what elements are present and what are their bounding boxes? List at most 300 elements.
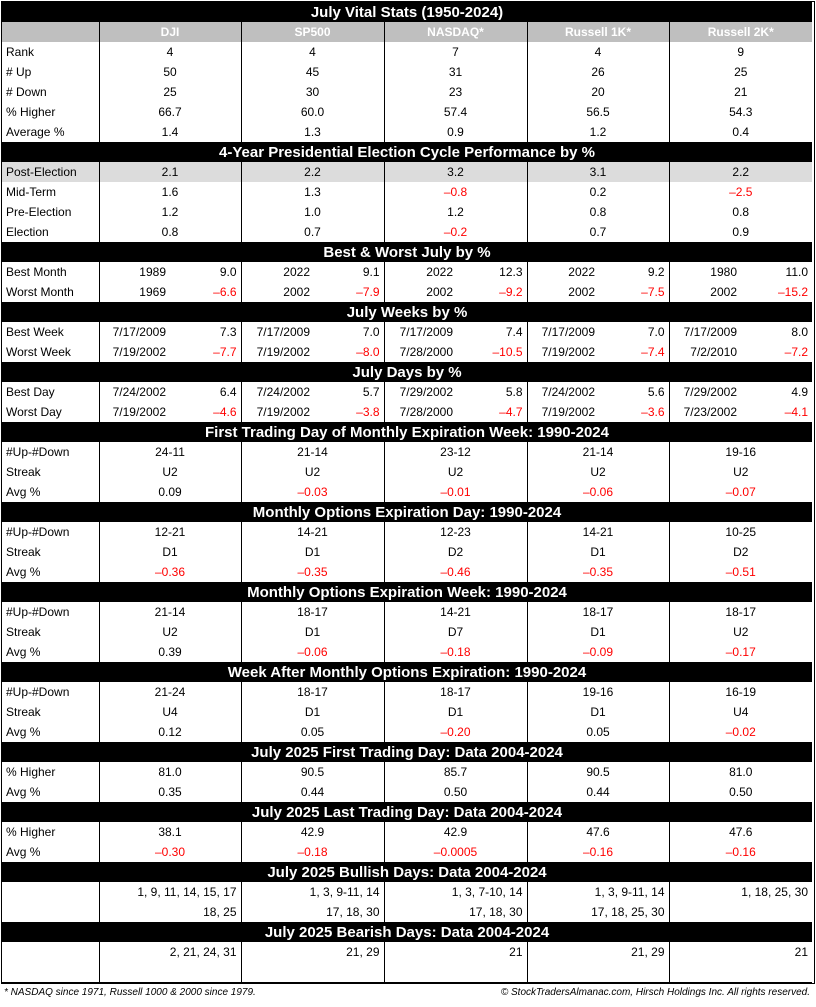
value-cell: –0.06 (241, 642, 384, 662)
table-row (2, 322, 812, 342)
date-cell: 7/29/2002 (683, 385, 737, 399)
value-cell: 21-14 (527, 442, 669, 462)
value-cell: 66.7 (99, 102, 241, 122)
value-cell: 0.8 (527, 202, 669, 222)
pct-cell: 11.0 (785, 265, 808, 279)
days-list-cell: 1, 3, 7-10, 14 (384, 882, 527, 902)
table-row (2, 782, 812, 802)
row-label: Avg % (2, 782, 99, 802)
table-row (2, 702, 812, 722)
row-label: Best Month (2, 262, 99, 282)
date-cell: 1980 (710, 265, 737, 279)
value-cell: 60.0 (241, 102, 384, 122)
table-row (2, 822, 812, 842)
value-cell: –0.03 (241, 482, 384, 502)
value-cell: –0.16 (669, 842, 812, 862)
table-row (2, 162, 812, 182)
column-header: Russell 1K* (527, 22, 669, 42)
table-row (2, 282, 812, 302)
date-cell: 2022 (426, 265, 453, 279)
value-cell: –0.09 (527, 642, 669, 662)
date-cell: 2002 (384, 282, 456, 302)
value-cell: 21-24 (99, 682, 241, 702)
value-cell: 4 (527, 42, 669, 62)
value-cell: 21-14 (99, 602, 241, 622)
row-label: Mid-Term (2, 182, 99, 202)
row-label: # Up (2, 62, 99, 82)
days-list-cell (669, 962, 812, 982)
days-list-cell (384, 962, 527, 982)
row-label: Avg % (2, 722, 99, 742)
days-list-cell: 17, 18, 25, 30 (527, 902, 669, 922)
row-label: #Up-#Down (2, 442, 99, 462)
table-row (2, 482, 812, 502)
row-label: Worst Week (2, 342, 99, 362)
value-cell: –0.2 (384, 222, 527, 242)
last-trading-day-header (2, 802, 812, 822)
value-cell: 81.0 (729, 765, 753, 779)
pct-cell: –3.6 (598, 402, 669, 422)
pct-cell: –8.0 (313, 342, 384, 362)
days-list-cell: 1, 9, 11, 14, 15, 17 (99, 882, 241, 902)
value-cell: 18-17 (725, 605, 757, 619)
value-cell: 1.0 (241, 202, 384, 222)
value-cell: 0.8 (99, 222, 241, 242)
date-cell: 7/2/2010 (669, 342, 740, 362)
pct-cell: 9.2 (598, 262, 669, 282)
pct-cell: –15.2 (740, 282, 812, 302)
footer (0, 987, 816, 1003)
value-cell: 45 (241, 62, 384, 82)
row-label (2, 942, 99, 962)
date-cell: 1969 (99, 282, 169, 302)
value-cell: 47.6 (729, 825, 753, 839)
section-title: July 2025 Last Trading Day: Data 2004-2024 (2, 802, 812, 822)
section-title: Week After Monthly Options Expiration: 1990-2024 (2, 662, 812, 682)
value-cell: –0.0005 (384, 842, 527, 862)
value-cell: 0.09 (99, 482, 241, 502)
value-cell: 0.35 (99, 782, 241, 802)
row-label: Avg % (2, 642, 99, 662)
section-title: July 2025 First Trading Day: Data 2004-2024 (2, 742, 812, 762)
row-label: Streak (2, 622, 99, 642)
section-title: Best & Worst July by % (2, 242, 812, 262)
pct-cell: –7.2 (740, 342, 812, 362)
value-cell: D1 (527, 702, 669, 722)
table-row (2, 402, 812, 422)
value-cell: 0.05 (527, 722, 669, 742)
value-cell: U2 (99, 622, 241, 642)
value-cell: –0.17 (669, 642, 812, 662)
table-row (2, 202, 812, 222)
july-vital-stats-table (2, 2, 812, 983)
table-row (2, 182, 812, 202)
days-list-cell: 17, 18, 30 (241, 902, 384, 922)
row-label: % Higher (2, 762, 99, 782)
table-row (2, 442, 812, 462)
days-list-cell: 1, 3, 9-11, 14 (527, 882, 669, 902)
value-cell: 23-12 (384, 442, 527, 462)
pct-cell: –4.6 (169, 402, 241, 422)
row-label (2, 882, 99, 902)
table-row (2, 622, 812, 642)
bearish-days-header (2, 922, 812, 942)
value-cell: U4 (733, 705, 749, 719)
row-label: Streak (2, 702, 99, 722)
value-cell: U2 (99, 462, 241, 482)
value-cell: 47.6 (527, 822, 669, 842)
days-list-cell: 18, 25 (99, 902, 241, 922)
value-cell: 0.44 (527, 782, 669, 802)
date-cell: 7/17/2009 (399, 325, 453, 339)
value-cell: 12-21 (99, 522, 241, 542)
row-label: Rank (2, 42, 99, 62)
pct-cell: –4.7 (456, 402, 527, 422)
value-cell: 26 (527, 62, 669, 82)
days-list-cell: 21 (794, 945, 808, 959)
value-cell: 18-17 (241, 602, 384, 622)
value-cell: U2 (384, 462, 527, 482)
table-row (2, 642, 812, 662)
value-cell: 3.1 (527, 162, 669, 182)
pct-cell: –7.5 (598, 282, 669, 302)
table-row (2, 222, 812, 242)
value-cell: U2 (527, 462, 669, 482)
value-cell: 25 (99, 82, 241, 102)
pct-cell: 7.3 (169, 322, 241, 342)
value-cell: 21-14 (241, 442, 384, 462)
section-title: July 2025 Bearish Days: Data 2004-2024 (2, 922, 812, 942)
exp-day-header (2, 502, 812, 522)
pct-cell: 7.4 (456, 322, 527, 342)
table-row (2, 882, 812, 902)
pct-cell: –3.8 (313, 402, 384, 422)
section-title: First Trading Day of Monthly Expiration Week: 1990-2024 (2, 422, 812, 442)
days-list-cell (241, 962, 384, 982)
value-cell: 0.05 (241, 722, 384, 742)
section-title: 4-Year Presidential Election Cycle Performance by % (2, 142, 812, 162)
first-trading-day-header (2, 742, 812, 762)
pct-cell: 4.9 (791, 385, 808, 399)
value-cell: –0.35 (527, 562, 669, 582)
table-row (2, 522, 812, 542)
footnote: * NASDAQ since 1971, Russell 1000 & 2000 since 1979. (4, 987, 256, 998)
value-cell: D1 (241, 542, 384, 562)
row-label: Best Week (2, 322, 99, 342)
value-cell: 7 (384, 42, 527, 62)
value-cell: 81.0 (99, 762, 241, 782)
value-cell: D1 (241, 622, 384, 642)
table-row (2, 542, 812, 562)
days-list-cell: 21 (384, 942, 527, 962)
value-cell: 31 (384, 62, 527, 82)
value-cell: 0.9 (384, 122, 527, 142)
date-cell: 7/24/2002 (112, 385, 166, 399)
column-header (2, 22, 99, 42)
value-cell: 18-17 (527, 602, 669, 622)
value-cell: 1.2 (99, 202, 241, 222)
best-worst-month-header (2, 242, 812, 262)
value-cell: 1.2 (384, 202, 527, 222)
exp-week-header (2, 582, 812, 602)
value-cell: 4 (99, 42, 241, 62)
value-cell: 2.2 (241, 162, 384, 182)
bullish-days-header (2, 862, 812, 882)
value-cell: 16-19 (725, 685, 757, 699)
row-label: Avg % (2, 482, 99, 502)
value-cell: 18-17 (384, 682, 527, 702)
table-row (2, 82, 812, 102)
row-label: #Up-#Down (2, 602, 99, 622)
date-cell: 7/19/2002 (99, 342, 169, 362)
value-cell: –0.46 (384, 562, 527, 582)
value-cell: 18-17 (241, 682, 384, 702)
pct-cell: –7.7 (169, 342, 241, 362)
column-header-row (2, 22, 812, 42)
date-cell: 2022 (568, 265, 595, 279)
row-label: Streak (2, 462, 99, 482)
date-cell: 7/24/2002 (541, 385, 595, 399)
row-label: Worst Day (2, 402, 99, 422)
days-list-cell: 2, 21, 24, 31 (99, 942, 241, 962)
row-label: Best Day (2, 382, 99, 402)
pct-cell: 5.7 (313, 382, 384, 402)
date-cell: 2002 (669, 282, 740, 302)
row-label (2, 902, 99, 922)
pct-cell: 5.6 (598, 382, 669, 402)
row-label: #Up-#Down (2, 682, 99, 702)
date-cell: 7/19/2002 (99, 402, 169, 422)
table-row (2, 262, 812, 282)
value-cell: 90.5 (527, 762, 669, 782)
days-list-cell: 21, 29 (527, 942, 669, 962)
value-cell: –0.06 (527, 482, 669, 502)
value-cell: 50 (99, 62, 241, 82)
value-cell: U2 (733, 625, 749, 639)
pct-cell: 7.0 (313, 322, 384, 342)
pct-cell: 12.3 (456, 262, 527, 282)
value-cell: D1 (99, 542, 241, 562)
row-label: Streak (2, 542, 99, 562)
july-days-header (2, 362, 812, 382)
pct-cell: 9.0 (169, 262, 241, 282)
table-row (2, 842, 812, 862)
row-label: # Down (2, 82, 99, 102)
pct-cell: 6.4 (169, 382, 241, 402)
days-list-cell: 17, 18, 30 (384, 902, 527, 922)
value-cell: 0.50 (669, 782, 812, 802)
value-cell: 0.39 (99, 642, 241, 662)
row-label: Avg % (2, 842, 99, 862)
row-label: #Up-#Down (2, 522, 99, 542)
table-row (2, 382, 812, 402)
value-cell: 12-23 (384, 522, 527, 542)
table-row (2, 462, 812, 482)
row-label: % Higher (2, 822, 99, 842)
value-cell: 10-25 (725, 525, 757, 539)
date-cell: 7/17/2009 (112, 325, 166, 339)
value-cell: 9 (737, 45, 745, 59)
table-row (2, 342, 812, 362)
value-cell: 0.7 (527, 222, 669, 242)
table-row (2, 122, 812, 142)
value-cell: 0.7 (241, 222, 384, 242)
table-row (2, 102, 812, 122)
pct-cell: –7.9 (313, 282, 384, 302)
value-cell: D1 (527, 542, 669, 562)
value-cell: 0.44 (241, 782, 384, 802)
election-cycle-header (2, 142, 812, 162)
days-list-cell: 1, 18, 25, 30 (741, 885, 808, 899)
first-exp-week-day-header (2, 422, 812, 442)
value-cell: –2.5 (729, 185, 753, 199)
week-after-header (2, 662, 812, 682)
days-list-cell: 21, 29 (241, 942, 384, 962)
date-cell: 7/17/2009 (541, 325, 595, 339)
value-cell: 38.1 (99, 822, 241, 842)
date-cell: 7/24/2002 (256, 385, 310, 399)
table-row (2, 762, 812, 782)
value-cell: 42.9 (384, 822, 527, 842)
date-cell: 7/19/2002 (241, 342, 313, 362)
row-label: % Higher (2, 102, 99, 122)
value-cell: 54.3 (729, 105, 753, 119)
date-cell: 7/19/2002 (527, 402, 598, 422)
value-cell: 19-16 (725, 445, 757, 459)
table-row (2, 62, 812, 82)
column-header: NASDAQ* (384, 22, 527, 42)
date-cell: 7/28/2000 (384, 342, 456, 362)
value-cell: –0.51 (669, 562, 812, 582)
section-title: Monthly Options Expiration Day: 1990-2024 (2, 502, 812, 522)
value-cell: –0.35 (241, 562, 384, 582)
value-cell: –0.20 (384, 722, 527, 742)
days-list-cell (527, 962, 669, 982)
date-cell: 7/19/2002 (527, 342, 598, 362)
days-list-cell (99, 962, 241, 982)
value-cell: 0.2 (527, 182, 669, 202)
pct-cell: –9.2 (456, 282, 527, 302)
value-cell: 56.5 (527, 102, 669, 122)
value-cell: –0.18 (241, 842, 384, 862)
value-cell: 2.2 (669, 162, 812, 182)
value-cell: –0.02 (669, 722, 812, 742)
table-row (2, 682, 812, 702)
value-cell: 0.8 (732, 205, 750, 219)
column-header: Russell 2K* (669, 22, 812, 42)
value-cell: D7 (384, 622, 527, 642)
value-cell: 1.2 (527, 122, 669, 142)
value-cell: U2 (733, 465, 749, 479)
value-cell: 30 (241, 82, 384, 102)
table-row (2, 562, 812, 582)
row-label: Pre-Election (2, 202, 99, 222)
table-row (2, 942, 812, 962)
section-title: July Days by % (2, 362, 812, 382)
date-cell: 7/23/2002 (669, 402, 740, 422)
pct-cell: 5.8 (456, 382, 527, 402)
date-cell: 7/19/2002 (241, 402, 313, 422)
pct-cell: –10.5 (456, 342, 527, 362)
pct-cell: –6.6 (169, 282, 241, 302)
value-cell: –0.16 (527, 842, 669, 862)
date-cell: 7/28/2000 (384, 402, 456, 422)
value-cell: 1.6 (99, 182, 241, 202)
pct-cell: 7.0 (598, 322, 669, 342)
value-cell: 4 (241, 42, 384, 62)
value-cell: –0.18 (384, 642, 527, 662)
section-title: July Weeks by % (2, 302, 812, 322)
vital-stats-header (2, 2, 812, 22)
date-cell: 7/17/2009 (683, 325, 737, 339)
value-cell: 24-11 (99, 442, 241, 462)
value-cell: 0.9 (669, 222, 812, 242)
value-cell: –0.8 (384, 182, 527, 202)
date-cell: 7/29/2002 (399, 385, 453, 399)
date-cell: 2002 (527, 282, 598, 302)
value-cell: 3.2 (384, 162, 527, 182)
section-title: July Vital Stats (1950-2024) (2, 2, 812, 22)
date-cell: 7/17/2009 (256, 325, 310, 339)
value-cell: 19-16 (527, 682, 669, 702)
column-header: SP500 (241, 22, 384, 42)
value-cell: 1.3 (241, 182, 384, 202)
value-cell: –0.36 (99, 562, 241, 582)
value-cell: 42.9 (241, 822, 384, 842)
days-list-cell: 1, 3, 9-11, 14 (241, 882, 384, 902)
value-cell: U2 (241, 462, 384, 482)
date-cell: 2002 (241, 282, 313, 302)
row-label: Worst Month (2, 282, 99, 302)
value-cell: D1 (241, 702, 384, 722)
pct-cell: –4.1 (740, 402, 812, 422)
section-title: July 2025 Bullish Days: Data 2004-2024 (2, 862, 812, 882)
value-cell: –0.30 (99, 842, 241, 862)
value-cell: 57.4 (384, 102, 527, 122)
value-cell: 2.1 (99, 162, 241, 182)
date-cell: 1989 (139, 265, 166, 279)
date-cell: 2022 (283, 265, 310, 279)
row-label: Average % (2, 122, 99, 142)
value-cell: 21 (734, 85, 748, 99)
value-cell: 0.50 (384, 782, 527, 802)
value-cell: 90.5 (241, 762, 384, 782)
value-cell: U4 (99, 702, 241, 722)
value-cell: 25 (734, 65, 748, 79)
value-cell: D2 (384, 542, 527, 562)
row-label: Post-Election (2, 162, 99, 182)
value-cell: 20 (527, 82, 669, 102)
value-cell: 0.12 (99, 722, 241, 742)
days-list-cell (669, 902, 812, 922)
row-label (2, 962, 99, 982)
pct-cell: 9.1 (313, 262, 384, 282)
value-cell: 1.4 (99, 122, 241, 142)
value-cell: 23 (384, 82, 527, 102)
value-cell: 14-21 (527, 522, 669, 542)
table-row (2, 902, 812, 922)
value-cell: –0.01 (384, 482, 527, 502)
row-label: Election (2, 222, 99, 242)
value-cell: 14-21 (241, 522, 384, 542)
value-cell: 0.4 (669, 122, 812, 142)
table-row (2, 602, 812, 622)
july-weeks-header (2, 302, 812, 322)
value-cell: D2 (733, 545, 749, 559)
value-cell: 14-21 (384, 602, 527, 622)
value-cell: 1.3 (241, 122, 384, 142)
table-row (2, 962, 812, 982)
